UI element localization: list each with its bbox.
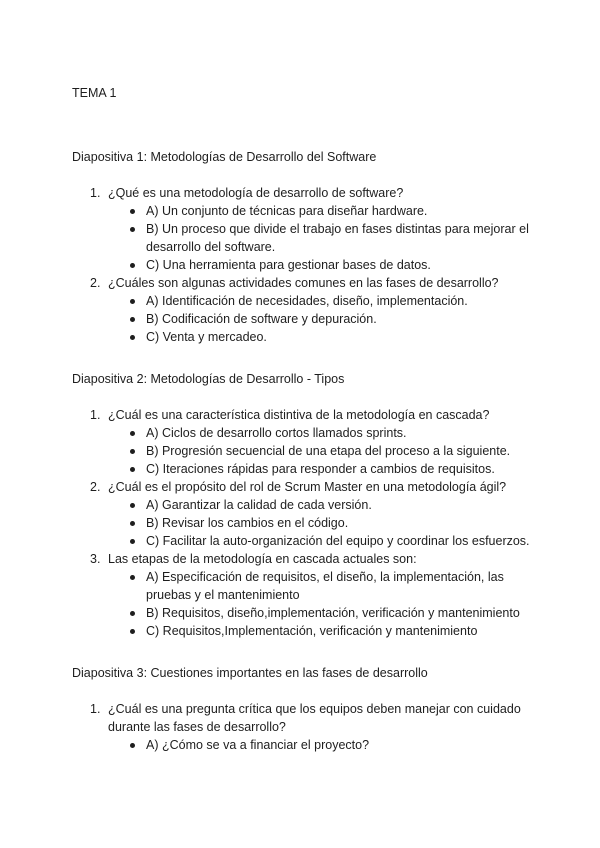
section <box>72 370 542 640</box>
question-body <box>108 274 542 346</box>
option-item <box>108 256 542 274</box>
bullet-icon <box>128 622 146 640</box>
question-list <box>72 406 542 640</box>
question-text: ¿Cuál es una pregunta crítica que los equipos deben manejar con cuidado durante las fases de desarrollo? <box>108 702 521 734</box>
option-text: B) Codificación de software y depuración. <box>146 312 377 326</box>
section <box>72 664 542 754</box>
question-number: 1. <box>90 702 101 716</box>
option-item <box>108 424 542 442</box>
option-text: A) Identificación de necesidades, diseño, implementación. <box>146 294 468 308</box>
question-text: ¿Cuáles son algunas actividades comunes en las fases de desarrollo? <box>108 276 499 290</box>
question-number: 2. <box>90 480 101 494</box>
option-text: A) Ciclos de desarrollo cortos llamados sprints. <box>146 426 407 440</box>
question-body <box>108 184 542 274</box>
section <box>72 148 542 346</box>
question-body <box>108 478 542 550</box>
question-list <box>72 700 542 754</box>
option-text: B) Requisitos, diseño,implementación, verificación y mantenimiento <box>146 606 520 620</box>
option-text: C) Una herramienta para gestionar bases de datos. <box>146 258 431 272</box>
bullet-icon <box>128 442 146 460</box>
bullet-icon <box>128 532 146 550</box>
question-item <box>72 550 542 640</box>
question-text: ¿Cuál es una característica distintiva de la metodología en cascada? <box>108 408 490 422</box>
option-list <box>108 292 542 346</box>
option-item <box>108 202 542 220</box>
option-list <box>108 202 542 274</box>
option-item <box>108 310 542 328</box>
question-number: 3. <box>90 552 101 566</box>
option-text: B) Revisar los cambios en el código. <box>146 516 349 530</box>
question-item <box>72 478 542 550</box>
bullet-icon <box>128 310 146 328</box>
option-text: C) Iteraciones rápidas para responder a cambios de requisitos. <box>146 462 495 476</box>
option-item <box>108 604 542 622</box>
bullet-icon <box>128 256 146 274</box>
bullet-icon <box>128 568 146 586</box>
option-text: A) Especificación de requisitos, el diseño, la implementación, las pruebas y el mantenimiento <box>146 570 504 602</box>
question-body <box>108 406 542 478</box>
section-heading: Diapositiva 2: Metodologías de Desarrollo - Tipos <box>72 372 345 386</box>
option-text: C) Requisitos,Implementación, verificación y mantenimiento <box>146 624 478 638</box>
question-number: 1. <box>90 408 101 422</box>
bullet-icon <box>128 328 146 346</box>
question-item <box>72 184 542 274</box>
option-item <box>108 460 542 478</box>
bullet-icon <box>128 424 146 442</box>
question-body <box>108 550 542 640</box>
option-text: C) Facilitar la auto-organización del equipo y coordinar los esfuerzos. <box>146 534 530 548</box>
option-text: A) Garantizar la calidad de cada versión. <box>146 498 372 512</box>
bullet-icon <box>128 292 146 310</box>
option-list <box>108 568 542 640</box>
bullet-icon <box>128 202 146 220</box>
section-heading: Diapositiva 1: Metodologías de Desarrollo del Software <box>72 150 377 164</box>
bullet-icon <box>128 514 146 532</box>
option-item <box>108 328 542 346</box>
question-text: ¿Qué es una metodología de desarrollo de software? <box>108 186 404 200</box>
option-item <box>108 568 542 604</box>
option-item <box>108 514 542 532</box>
bullet-icon <box>128 736 146 754</box>
option-item <box>108 532 542 550</box>
bullet-icon <box>128 604 146 622</box>
document-body <box>72 148 542 754</box>
option-text: B) Un proceso que divide el trabajo en fases distintas para mejorar el desarrollo del software. <box>146 222 529 254</box>
option-item <box>108 442 542 460</box>
option-item <box>108 622 542 640</box>
question-text: Las etapas de la metodología en cascada actuales son: <box>108 552 417 566</box>
question-number: 1. <box>90 186 101 200</box>
option-item <box>108 736 542 754</box>
option-item <box>108 496 542 514</box>
option-text: A) Un conjunto de técnicas para diseñar hardware. <box>146 204 428 218</box>
option-list <box>108 496 542 550</box>
document-title: TEMA 1 <box>72 86 117 100</box>
option-item <box>108 292 542 310</box>
question-item <box>72 406 542 478</box>
question-number: 2. <box>90 276 101 290</box>
option-text: B) Progresión secuencial de una etapa del proceso a la siguiente. <box>146 444 511 458</box>
bullet-icon <box>128 460 146 478</box>
question-item <box>72 274 542 346</box>
section-heading: Diapositiva 3: Cuestiones importantes en las fases de desarrollo <box>72 666 428 680</box>
option-item <box>108 220 542 256</box>
option-list <box>108 736 542 754</box>
bullet-icon <box>128 496 146 514</box>
question-item <box>72 700 542 754</box>
option-text: A) ¿Cómo se va a financiar el proyecto? <box>146 738 370 752</box>
question-list <box>72 184 542 346</box>
option-list <box>108 424 542 478</box>
question-text: ¿Cuál es el propósito del rol de Scrum Master en una metodología ágil? <box>108 480 507 494</box>
question-body <box>108 700 542 754</box>
option-text: C) Venta y mercadeo. <box>146 330 267 344</box>
bullet-icon <box>128 220 146 238</box>
